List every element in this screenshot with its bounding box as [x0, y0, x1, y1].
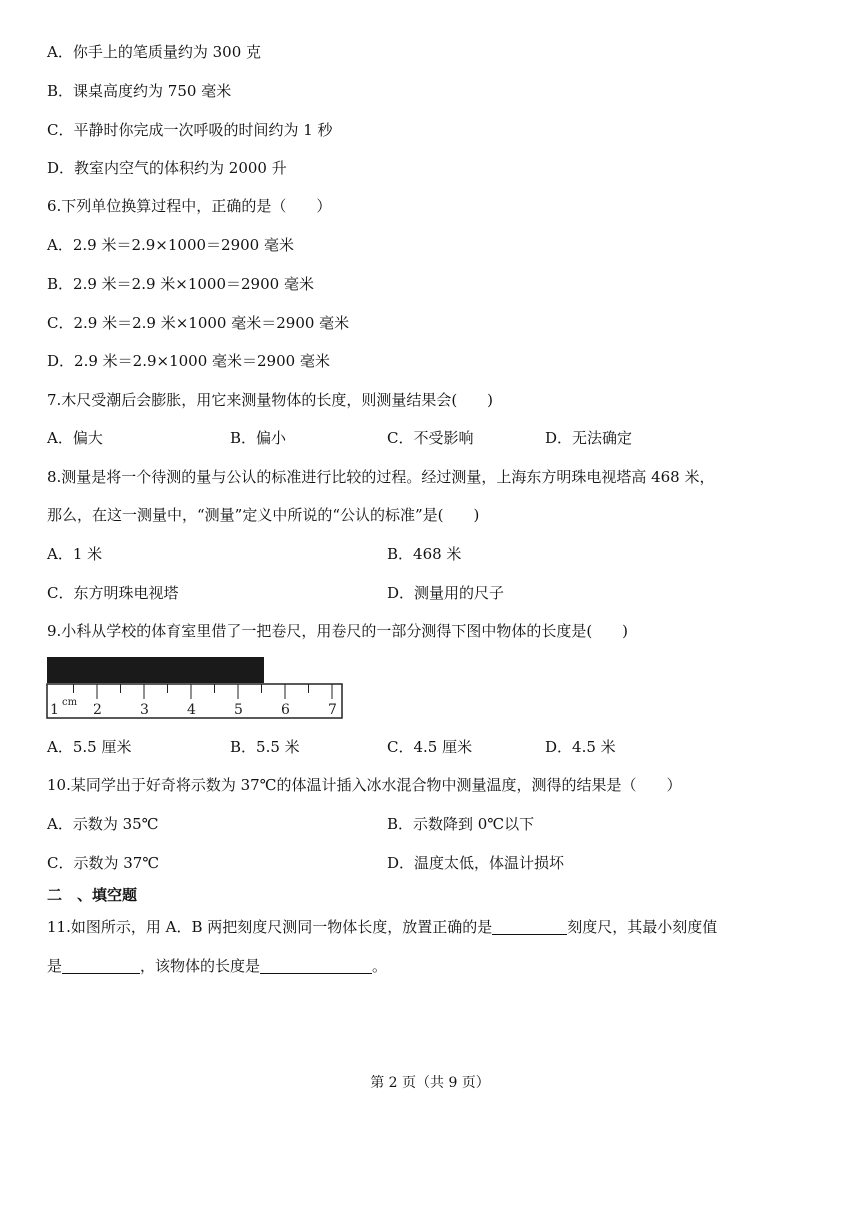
q9-stem: 9.小科从学校的体育室里借了一把卷尺，用卷尺的一部分测得下图中物体的长度是( ) — [47, 622, 629, 640]
q7-option-b: B．偏小 — [230, 429, 287, 447]
q11-text-3: 是 — [47, 957, 63, 975]
ruler-tick-label: 5 — [234, 702, 243, 718]
q11-line1 — [47, 917, 717, 937]
q8-option-c: C．东方明珠电视塔 — [47, 584, 179, 602]
q10-stem: 10.某同学出于好奇将示数为 37℃的体温计插入冰水混合物中测量温度，测得的结果是（ ） — [47, 776, 682, 794]
q8-option-b: B．468 米 — [387, 545, 462, 563]
q11-text-4: ，该物体的长度是 — [140, 957, 261, 975]
ruler-tick-label: 6 — [281, 702, 290, 718]
answer-blank-2[interactable] — [62, 957, 140, 974]
q9-option-c: C．4.5 厘米 — [387, 738, 473, 756]
q11-text-5: 。 — [372, 957, 388, 975]
ruler-ticks — [50, 684, 337, 718]
q5-option-a: A．你手上的笔质量约为 300 克 — [47, 43, 262, 61]
q7-stem: 7.木尺受潮后会膨胀，用它来测量物体的长度，则测量结果会( ) — [47, 391, 494, 409]
q10-option-a: A．示数为 35℃ — [47, 815, 159, 833]
ruler-unit-label: cm — [62, 697, 78, 708]
q9-option-a: A．5.5 厘米 — [47, 738, 132, 756]
q6-option-b: B．2.9 米＝2.9 米×1000＝2900 毫米 — [47, 275, 314, 293]
answer-blank-3[interactable] — [260, 957, 372, 974]
q6-stem: 6.下列单位换算过程中，正确的是（ ） — [47, 197, 332, 215]
q5-option-b: B．课桌高度约为 750 毫米 — [47, 82, 232, 100]
q6-option-c: C．2.9 米＝2.9 米×1000 毫米＝2900 毫米 — [47, 314, 350, 332]
q6-option-d: D．2.9 米＝2.9×1000 毫米＝2900 毫米 — [47, 352, 330, 370]
ruler-tick-label: 7 — [328, 702, 337, 718]
ruler-tick-label: 1 — [50, 702, 59, 718]
q5-option-d: D．教室内空气的体积约为 2000 升 — [47, 159, 287, 177]
q8-option-a: A．1 米 — [47, 545, 103, 563]
q8-option-d: D．测量用的尺子 — [387, 584, 505, 602]
q7-option-a: A．偏大 — [47, 429, 103, 447]
q5-option-c: C．平静时你完成一次呼吸的时间约为 1 秒 — [47, 121, 333, 139]
q7-option-d: D．无法确定 — [545, 429, 633, 447]
q8-stem-line1: 8.测量是将一个待测的量与公认的标准进行比较的过程。经过测量，上海东方明珠电视塔高 468 米， — [47, 468, 715, 486]
q10-option-b: B．示数降到 0℃以下 — [387, 815, 535, 833]
q11-text-2: 刻度尺，其最小刻度值 — [567, 918, 718, 936]
measured-object-bar — [47, 657, 264, 683]
tape-measure-figure — [45, 655, 345, 721]
answer-blank-1[interactable] — [492, 918, 567, 935]
q7-option-c: C．不受影响 — [387, 429, 474, 447]
q11-text-1: 11.如图所示，用 A．B 两把刻度尺测同一物体长度，放置正确的是 — [47, 918, 493, 936]
q9-option-d: D．4.5 米 — [545, 738, 616, 756]
ruler-tick-label: 2 — [93, 702, 102, 718]
ruler-tick-label: 4 — [187, 702, 196, 718]
q9-option-b: B．5.5 米 — [230, 738, 300, 756]
q6-option-a: A．2.9 米＝2.9×1000＝2900 毫米 — [47, 236, 294, 254]
ruler-tick-label: 3 — [140, 702, 149, 718]
q10-option-d: D．温度太低，体温计损坏 — [387, 854, 565, 872]
q10-option-c: C．示数为 37℃ — [47, 854, 160, 872]
q11-line2 — [47, 956, 387, 976]
q8-stem-line2: 那么，在这一测量中，“测量”定义中所说的“公认的标准”是( ) — [47, 506, 480, 524]
section-heading: 二 、填空题 — [47, 886, 138, 904]
page-number: 第 2 页（共 9 页） — [370, 1075, 490, 1091]
